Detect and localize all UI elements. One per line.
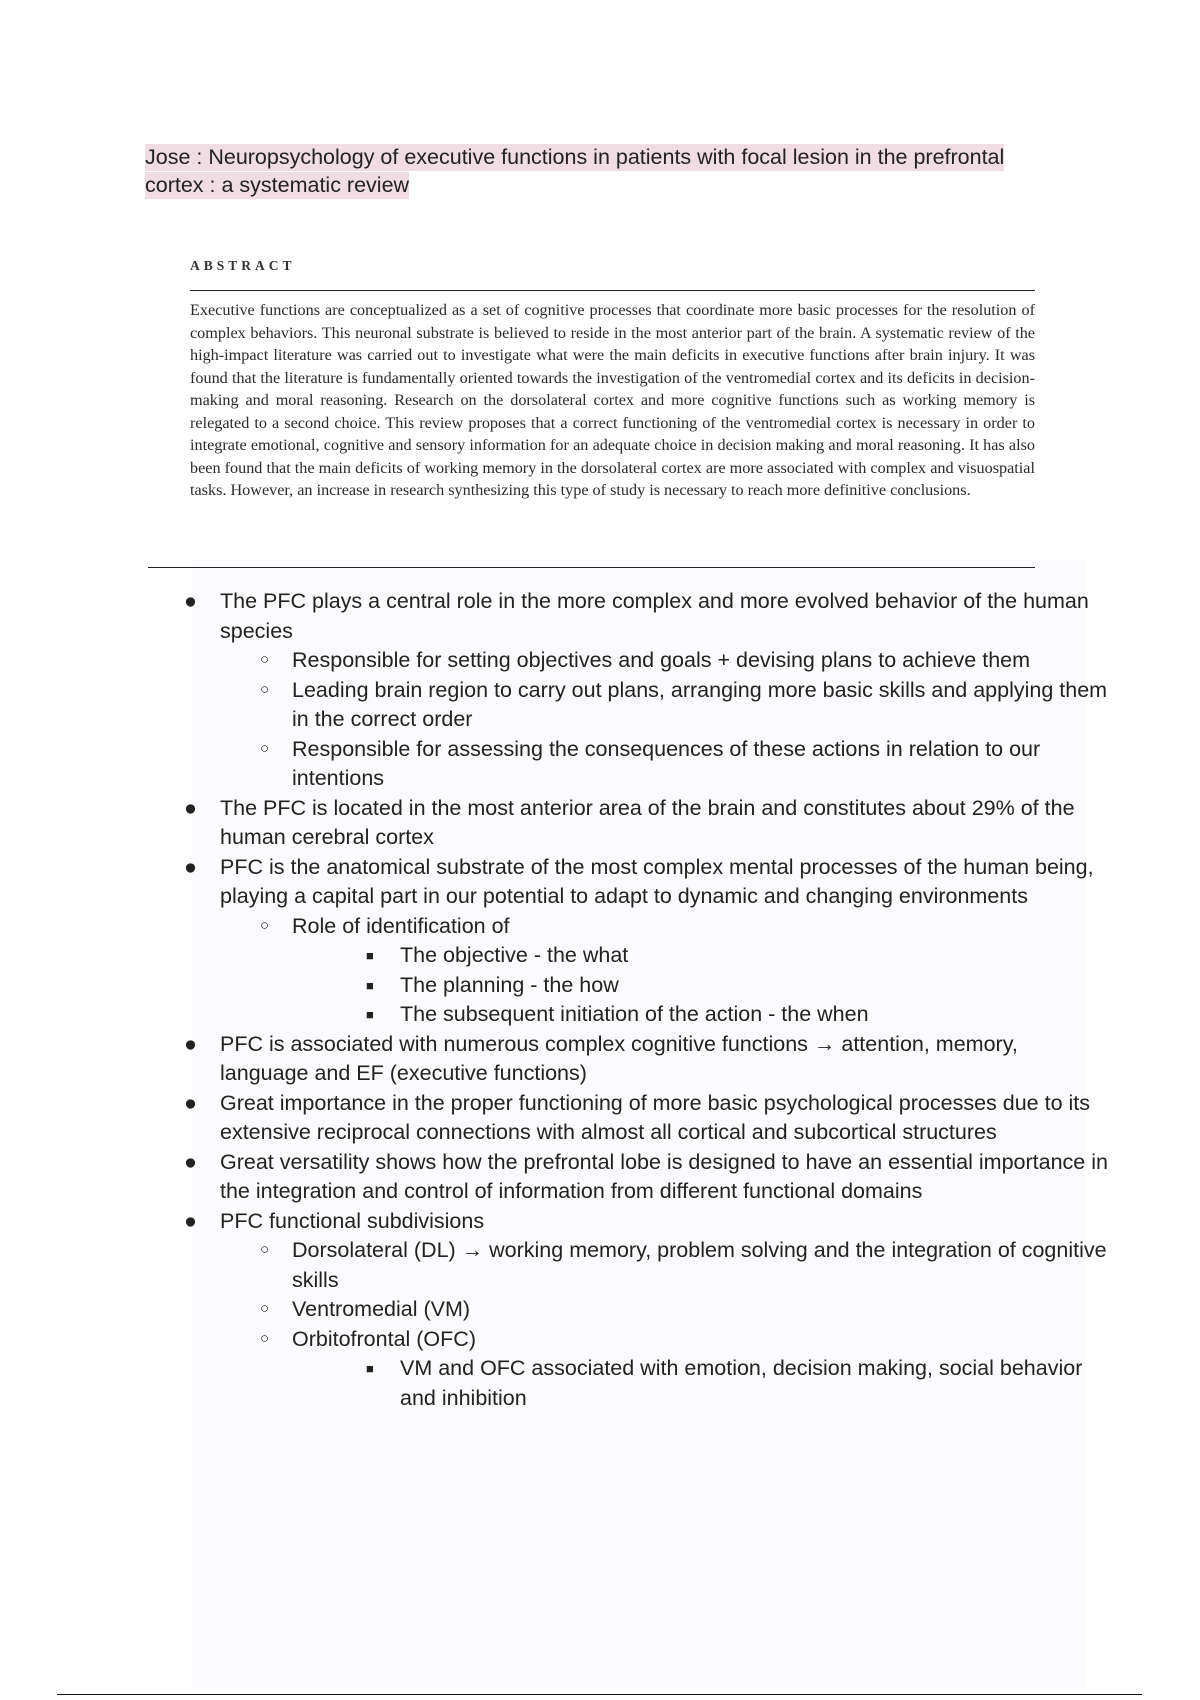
hollow-circle-bullet-icon: ○: [260, 739, 270, 757]
bullet-icon: ●: [184, 795, 197, 820]
hollow-circle-bullet-icon: ○: [260, 916, 270, 934]
list-item-text: PFC is associated with numerous complex cognitive functions → attention, memory, language and EF (executive functions): [220, 1031, 1018, 1085]
list-item: [364, 941, 1110, 971]
bullet-icon: ●: [184, 1090, 197, 1115]
list-item: [254, 646, 1110, 676]
list-item: [180, 1148, 1110, 1207]
list-item-text: Ventromedial (VM): [292, 1297, 471, 1321]
list-item: [180, 1089, 1110, 1148]
list-item: [180, 794, 1110, 853]
list-item-text: The PFC plays a central role in the more complex and more evolved behavior of the human species: [220, 589, 1089, 643]
list-item: [180, 587, 1110, 794]
list-item-text: Great versatility shows how the prefrontal lobe is designed to have an essential importance in the integration and control of information from different functional domains: [220, 1149, 1108, 1203]
square-bullet-icon: ■: [366, 1007, 374, 1022]
list-item-text: PFC functional subdivisions: [220, 1208, 485, 1233]
square-bullet-icon: ■: [366, 1361, 374, 1376]
abstract-top-rule: [190, 290, 1035, 291]
list-item-text: The PFC is located in the most anterior area of the brain and constitutes about 29% of the human cerebral cortex: [220, 795, 1075, 849]
list-item: [254, 1295, 1110, 1325]
square-bullet-icon: ■: [366, 977, 374, 993]
bullet-icon: ●: [184, 1031, 197, 1056]
list-item-text: Dorsolateral (DL) → working memory, problem solving and the integration of cognitive skills: [292, 1238, 1107, 1292]
list-item-text: Leading brain region to carry out plans, arranging more basic skills and applying them in the correct order: [292, 677, 1108, 731]
list-item: [180, 1207, 1110, 1414]
square-bullet-icon: ■: [366, 948, 374, 963]
list-item: [180, 1030, 1110, 1089]
list-item-text: The objective - the what: [400, 943, 629, 967]
bullet-icon: ●: [184, 589, 197, 613]
document-title: [145, 143, 1045, 199]
abstract-body: Executive functions are conceptualized as a set of cognitive processes that coordinate more basic processes for the resolution of complex behaviors. This neuronal substrate is believed to reside in the most anterior part of the brain. A systematic review of the high-impact literature was carried out to investigate what were the main deficits in executive functions after brain injury. It was found that the literature is fundamentally oriented towards the investigation of the ventromedial cortex and its deficits in decision-making and moral reasoning. Research on the dorsolateral cortex and more cognitive functions such as working memory is relegated to a second choice. This review proposes that a correct functioning of the ventromedial cortex is necessary in order to integrate emotional, cognitive and sensory information for an adequate choice in decision making and moral reasoning. It has also been found that the main deficits of working memory in the dorsolateral cortex are more associated with complex and visuospatial tasks. However, an increase in research synthesizing this type of study is necessary to reach more definitive conclusions.: [190, 301, 1035, 499]
list-item: [364, 1000, 1110, 1030]
hollow-circle-bullet-icon: ○: [260, 1300, 270, 1317]
hollow-circle-bullet-icon: ○: [260, 1241, 270, 1258]
list-item-text: The planning - the how: [400, 972, 619, 997]
highlighted-title-text: Jose : Neuropsychology of executive functions in patients with focal lesion in the prefrontal cortex : a systematic review: [145, 145, 1005, 197]
bullet-icon: ●: [184, 854, 197, 879]
list-item: [254, 676, 1110, 735]
list-item-text: VM and OFC associated with emotion, decision making, social behavior and inhibition: [400, 1356, 1083, 1410]
list-item-text: The subsequent initiation of the action - the when: [400, 1002, 869, 1026]
bullet-icon: ●: [184, 1208, 197, 1233]
abstract-heading: ABSTRACT: [190, 258, 296, 273]
list-item: [364, 971, 1110, 1001]
list-item: [254, 912, 1110, 1030]
list-item: [254, 1325, 1110, 1414]
list-item: [254, 735, 1110, 794]
list-item-text: Orbitofrontal (OFC): [292, 1326, 476, 1351]
list-item-text: Responsible for assessing the consequences of these actions in relation to our intentions: [292, 736, 1041, 790]
bullet-icon: ●: [184, 1149, 197, 1174]
list-item-text: Great importance in the proper functioning of more basic psychological processes due to its extensive reciprocal connections with almost all cortical and subcortical structures: [220, 1090, 1091, 1144]
list-item-text: Role of identification of: [292, 913, 510, 938]
abstract-section: [190, 258, 1035, 502]
list-item: [254, 1236, 1110, 1295]
list-item-text: Responsible for setting objectives and goals + devising plans to achieve them: [292, 648, 1031, 672]
notes-list: [180, 587, 1110, 1413]
abstract-bottom-rule: [148, 567, 1035, 568]
list-item-text: PFC is the anatomical substrate of the most complex mental processes of the human being, playing a capital part in our potential to adapt to dynamic and changing environments: [220, 854, 1094, 908]
page-footer-rule: [57, 1694, 1142, 1695]
list-item: [180, 853, 1110, 1030]
hollow-circle-bullet-icon: ○: [260, 1329, 270, 1347]
hollow-circle-bullet-icon: ○: [260, 651, 270, 668]
hollow-circle-bullet-icon: ○: [260, 680, 270, 698]
list-item: [364, 1354, 1110, 1413]
